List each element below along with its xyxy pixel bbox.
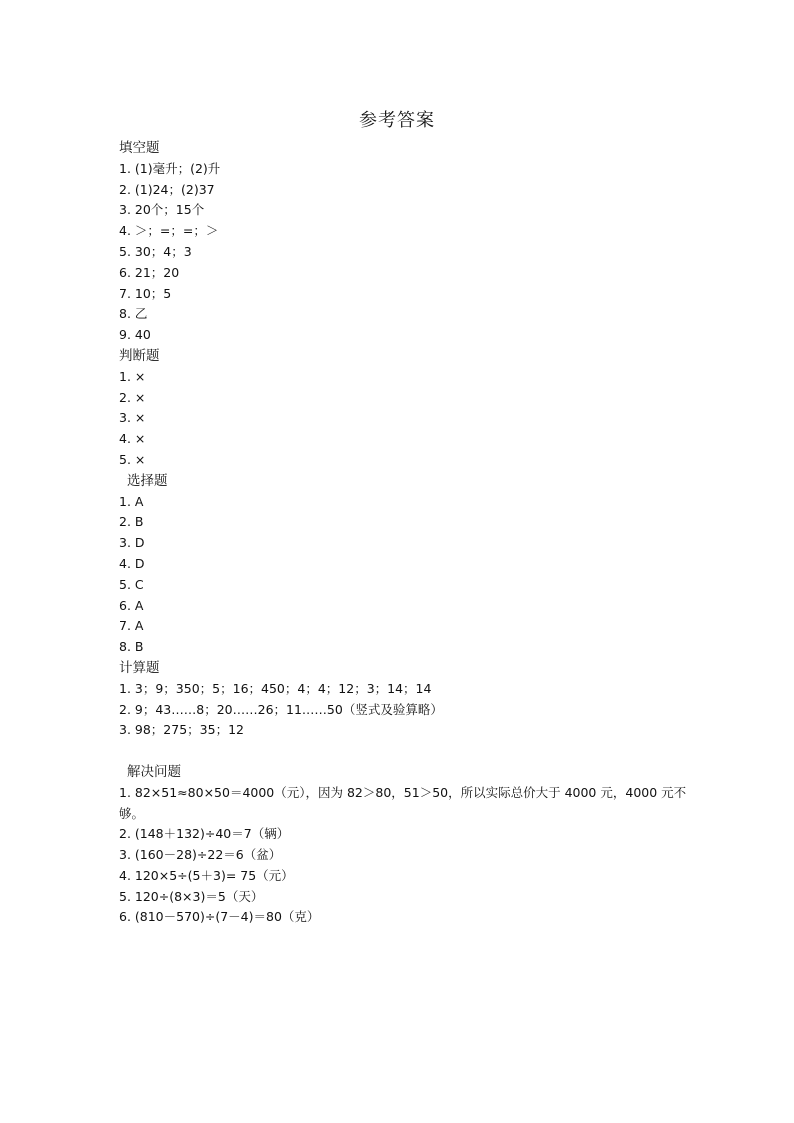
answer-item: 6. (810－570)÷(7－4)＝80（克） (119, 909, 320, 925)
answer-item: 1. 3；9；350；5；16；450；4；4；12；3；14；14 (119, 680, 432, 696)
answer-item: 5. 30；4；3 (119, 243, 192, 259)
answer-item: 3. 98；275；35；12 (119, 722, 244, 738)
section-multiple-choice (119, 471, 689, 658)
section-heading-fill-in: 填空题 (119, 140, 160, 156)
answer-item: 1. A (119, 493, 144, 509)
answer-item: 7. A (119, 618, 144, 634)
blank-line (119, 741, 689, 762)
answer-item: 6. A (119, 597, 144, 613)
section-heading-multiple-choice: 选择题 (127, 472, 168, 489)
answer-item: 1. × (119, 368, 146, 384)
answer-item: 3. D (119, 535, 145, 551)
answer-item: 4. D (119, 555, 145, 571)
answer-item: 3. × (119, 410, 146, 426)
answer-item: 6. 21；20 (119, 264, 180, 280)
answer-item: 5. × (119, 451, 146, 467)
answer-item: 2. 9；43……8；20……26；11……50（竖式及验算略） (119, 701, 443, 717)
section-fill-in (119, 138, 689, 346)
page-title: 参考答案 (359, 110, 435, 131)
answer-item: 5. 120÷(8×3)＝5（天） (119, 888, 264, 904)
answer-item: 2. B (119, 514, 144, 530)
section-heading-word-problems: 解决问题 (127, 763, 181, 780)
answer-item: 8. B (119, 639, 144, 655)
section-heading-true-false: 判断题 (119, 347, 160, 364)
answer-item: 1. 82×51≈80×50＝4000（元），因为 82＞80，51＞50，所以实际总价大于 4000 元，4000 元不够。 (119, 784, 687, 821)
section-word-problems (119, 762, 689, 928)
answer-item: 7. 10；5 (119, 285, 172, 301)
answer-item: 4. 120×5÷(5＋3)= 75（元） (119, 867, 294, 883)
answer-item: 1. (1)毫升；(2)升 (119, 160, 221, 176)
section-calculation (119, 658, 689, 741)
answer-item: 3. (160－28)÷22＝6（盆） (119, 847, 282, 863)
answer-item: 2. × (119, 389, 146, 405)
answer-item: 4. ＞；=；=；＞ (119, 223, 219, 239)
answer-content (119, 138, 689, 928)
answer-item: 9. 40 (119, 327, 151, 343)
answer-item: 5. C (119, 576, 144, 592)
answer-item: 2. (148＋132)÷40＝7（辆） (119, 826, 290, 842)
answer-item: 8. 乙 (119, 306, 148, 322)
section-true-false (119, 346, 689, 471)
answer-item: 3. 20个；15个 (119, 202, 205, 218)
answer-item: 2. (1)24；(2)37 (119, 181, 215, 197)
section-heading-calculation: 计算题 (119, 659, 160, 676)
answer-item: 4. × (119, 431, 146, 447)
